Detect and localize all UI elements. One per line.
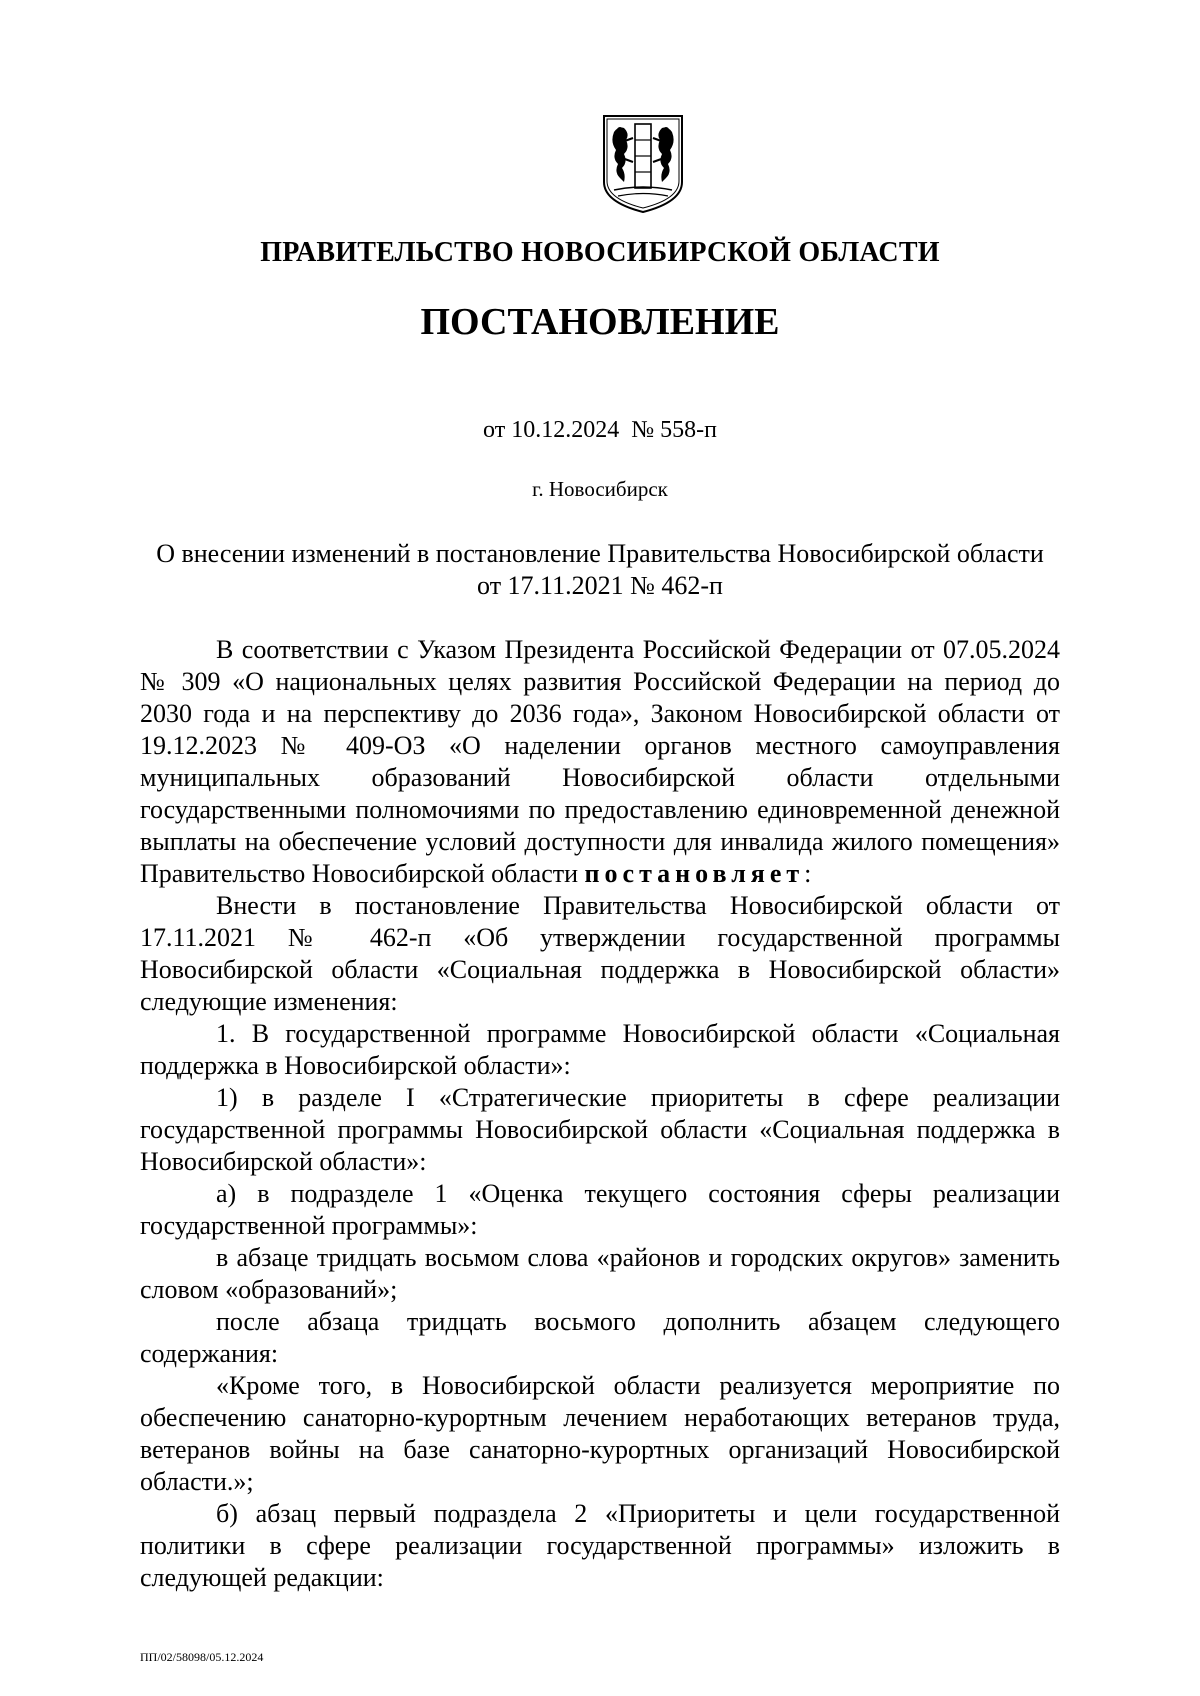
- document-date-number: от 10.12.2024 № 558-п: [483, 417, 717, 443]
- document-city: г. Новосибирск: [532, 477, 668, 501]
- document-footer-code: ПП/02/58098/05.12.2024: [140, 1650, 264, 1664]
- paragraph-amend-intro: Внести в постановление Правительства Новосибирской области от 17.11.2021 № 462-п «Об утверждении государственной программы Новосибирской области «Социальная поддержка в Новосибирской области» следующие изменения:: [140, 891, 1060, 1016]
- document-type: ПОСТАНОВЛЕНИЕ: [420, 301, 780, 343]
- government-name: ПРАВИТЕЛЬСТВО НОВОСИБИРСКОЙ ОБЛАСТИ: [260, 237, 940, 268]
- document-subject: О внесении изменений в постановление Правительства Новосибирской области от 17.11.2021 № 462-п: [156, 539, 1044, 600]
- document-body: [140, 634, 1060, 1594]
- paragraph-item-1: 1. В государственной программе Новосибирской области «Социальная поддержка в Новосибирской области»:: [140, 1019, 1060, 1080]
- paragraph-subitem-b: б) абзац первый подраздела 2 «Приоритеты и цели государственной политики в сфере реализации государственной программы» изложить в следующей редакции:: [140, 1499, 1060, 1592]
- coat-of-arms-icon: [600, 112, 686, 216]
- preamble-text: В соответствии с Указом Президента Российской Федерации от 07.05.2024 № 309 «О национальных целях развития Российской Федерации на период до 2030 года и на перспективу до 2036 года», Законом Новосибирской области от 19.12.2023 № 409-ОЗ «О наделении органов местного самоуправления муниципальных образований Новосибирской области отдельными государственными полномочиями по предоставлению единовременной денежной выплаты на обеспечение условий доступности для инвалида жилого помещения» Правительство Новосибирской области: [140, 635, 1060, 888]
- paragraph-subitem-a: а) в подразделе 1 «Оценка текущего состояния сферы реализации государственной программы»:: [140, 1179, 1060, 1240]
- paragraph-subitem-1: 1) в разделе I «Стратегические приоритеты в сфере реализации государственной программы Новосибирской области «Социальная поддержка в Новосибирской области»:: [140, 1083, 1060, 1176]
- paragraph-replace-words: в абзаце тридцать восьмом слова «районов и городских округов» заменить словом «образований»;: [140, 1243, 1060, 1304]
- paragraph-add-after: после абзаца тридцать восьмого дополнить абзацем следующего содержания:: [140, 1307, 1060, 1368]
- paragraph-quoted-addition: «Кроме того, в Новосибирской области реализуется мероприятие по обеспечению санаторно-курортным лечением неработающих ветеранов труда, ветеранов войны на базе санаторно-курортных организаций Новосибирской области.»;: [140, 1371, 1060, 1496]
- preamble-end: :: [804, 859, 812, 888]
- resolves-verb: постановляет: [584, 859, 805, 888]
- paragraph-preamble: [140, 634, 1060, 890]
